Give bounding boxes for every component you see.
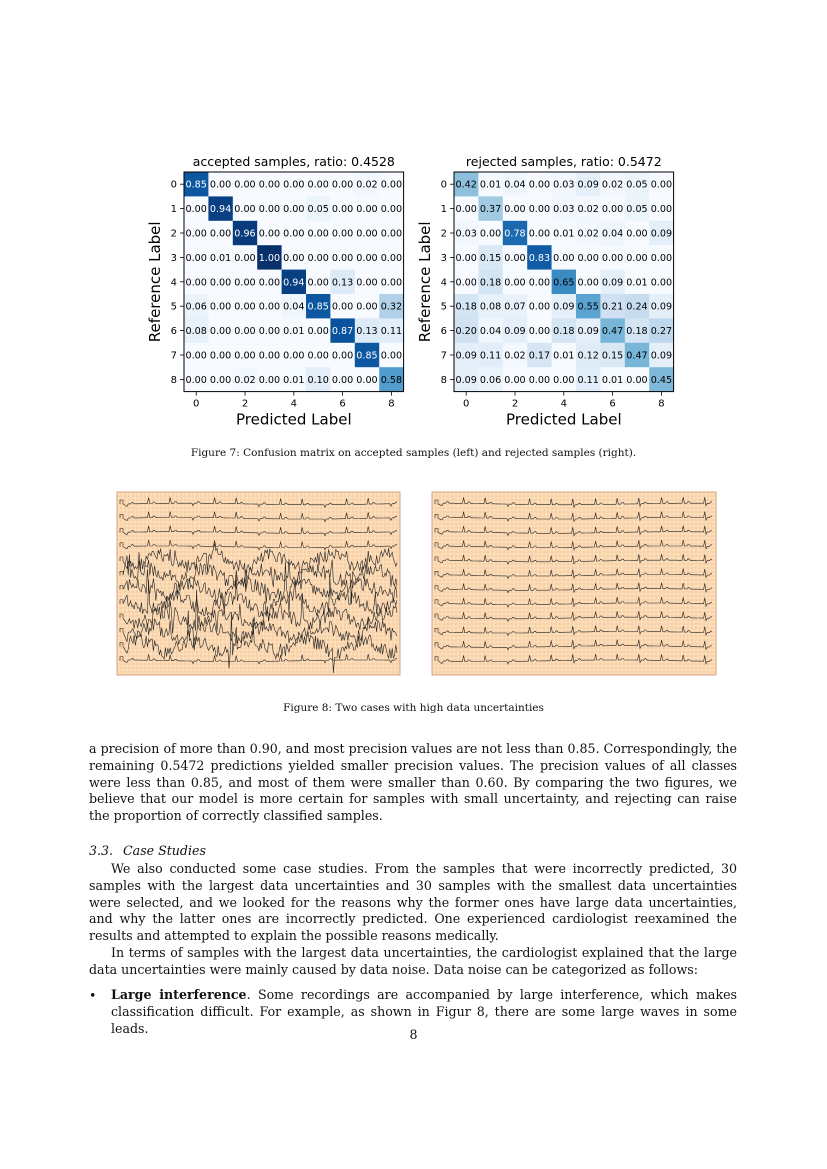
- cell-value: 0.18: [553, 326, 575, 338]
- cell-value: 0.00: [331, 252, 354, 264]
- cell-value: 0.13: [331, 277, 354, 289]
- cell-value: 0.87: [331, 326, 354, 338]
- cell-value: 0.00: [258, 350, 281, 362]
- cell-value: 0.47: [626, 350, 648, 362]
- cell-value: 0.09: [601, 277, 624, 289]
- cell-value: 0.00: [331, 374, 354, 386]
- cell-value: 0.09: [650, 228, 673, 240]
- cell-value: 0.01: [626, 277, 648, 289]
- cell-value: 0.00: [553, 252, 575, 264]
- cell-value: 0.00: [380, 204, 403, 216]
- cell-value: 0.00: [307, 252, 329, 264]
- cell-value: 0.00: [455, 277, 477, 289]
- cell-value: 0.00: [258, 228, 281, 240]
- cell-value: 0.09: [577, 326, 599, 338]
- cell-value: 0.55: [577, 301, 599, 313]
- cell-value: 0.01: [553, 350, 575, 362]
- cell-value: 0.18: [479, 277, 502, 289]
- cell-value: 0.00: [380, 350, 403, 362]
- cell-value: 0.00: [283, 350, 305, 362]
- cell-value: 0.00: [185, 350, 207, 362]
- cell-value: 0.00: [258, 326, 281, 338]
- cell-value: 0.15: [479, 252, 502, 264]
- cell-value: 0.94: [283, 277, 305, 289]
- y-tick-label: 3: [440, 252, 447, 264]
- cell-value: 0.01: [283, 374, 305, 386]
- cell-value: 0.00: [283, 228, 305, 240]
- cell-value: 0.00: [528, 277, 551, 289]
- cell-value: 0.00: [455, 252, 477, 264]
- paragraph-precision: a precision of more than 0.90, and most precision values are not less than 0.85. Correspondingly, the remaining 0.5472 predictions yielded smaller precision values. The precision values of all classes were less than 0.85, and most of them were smaller than 0.60. By comparing the two figures, we believe that our model is more certain for samples with small uncertainty, and rejecting can raise the proportion of correctly classified samples.: [89, 741, 737, 824]
- cell-value: 0.09: [650, 301, 673, 313]
- cell-value: 0.00: [455, 204, 477, 216]
- cell-value: 0.00: [234, 179, 256, 191]
- cell-value: 0.65: [553, 277, 575, 289]
- cell-value: 0.00: [283, 252, 305, 264]
- cell-value: 0.00: [528, 179, 551, 191]
- cell-value: 0.00: [601, 252, 624, 264]
- cell-value: 0.00: [601, 204, 624, 216]
- cell-value: 0.00: [283, 204, 305, 216]
- figure-8-ecg-images: [0, 480, 827, 680]
- cell-value: 0.09: [455, 350, 477, 362]
- section-number: 3.3.: [89, 843, 114, 858]
- y-tick-label: 7: [440, 350, 447, 362]
- cell-value: 0.47: [601, 326, 624, 338]
- cell-value: 0.00: [234, 326, 256, 338]
- cell-value: 0.00: [185, 374, 207, 386]
- cell-value: 0.00: [650, 252, 673, 264]
- cell-value: 0.00: [331, 301, 354, 313]
- cell-value: 0.09: [455, 374, 477, 386]
- cell-value: 0.00: [380, 252, 403, 264]
- cell-value: 0.06: [479, 374, 502, 386]
- y-tick-label: 4: [170, 277, 177, 289]
- cell-value: 0.00: [528, 204, 551, 216]
- cell-value: 0.94: [209, 204, 232, 216]
- cell-value: 0.00: [504, 277, 526, 289]
- confusion-matrix-0: [146, 154, 404, 429]
- paragraph-case-studies: We also conducted some case studies. From the samples that were incorrectly predicted, 30 samples with the largest data uncertainties and 30 samples with the smallest data uncertainties were selected, and we looked for the reasons why the former ones have large data uncertainties, and why the latter ones are incorrectly predicted. One experienced cardiologist reexamined the results and attempted to explain the possible reasons medically.: [89, 861, 737, 944]
- cell-value: 0.00: [528, 301, 551, 313]
- cell-value: 0.00: [258, 374, 281, 386]
- cell-value: 0.12: [577, 350, 599, 362]
- cell-value: 0.00: [307, 179, 329, 191]
- x-tick-label: 8: [658, 398, 665, 410]
- cell-value: 0.01: [601, 374, 624, 386]
- y-tick-label: 2: [440, 228, 447, 240]
- cell-value: 0.85: [307, 301, 329, 313]
- cell-value: 0.00: [504, 252, 526, 264]
- cell-value: 0.09: [650, 350, 673, 362]
- cell-value: 0.00: [650, 204, 673, 216]
- cell-value: 0.11: [577, 374, 599, 386]
- cell-value: 0.05: [626, 179, 648, 191]
- cell-value: 0.00: [380, 228, 403, 240]
- x-axis-label: Predicted Label: [235, 410, 352, 429]
- y-tick-label: 0: [440, 179, 447, 191]
- cell-value: 0.00: [209, 301, 232, 313]
- cell-value: 0.37: [479, 204, 502, 216]
- figure-8-caption: Figure 8: Two cases with high data uncertainties: [283, 702, 544, 714]
- cell-value: 0.00: [234, 301, 256, 313]
- cell-value: 0.02: [577, 228, 599, 240]
- paragraph-data-noise: In terms of samples with the largest data uncertainties, the cardiologist explained that the large data uncertainties were mainly caused by data noise. Data noise can be categorized as follows:: [89, 945, 737, 977]
- cell-value: 0.02: [234, 374, 256, 386]
- cell-value: 0.00: [283, 179, 305, 191]
- cell-value: 0.04: [504, 179, 526, 191]
- x-tick-label: 4: [560, 398, 567, 410]
- cell-value: 0.00: [234, 350, 256, 362]
- cell-value: 0.00: [209, 228, 232, 240]
- cell-value: 0.96: [234, 228, 256, 240]
- cell-value: 0.00: [258, 301, 281, 313]
- cell-value: 0.00: [234, 277, 256, 289]
- cell-value: 0.18: [626, 326, 648, 338]
- y-tick-label: 8: [170, 374, 177, 386]
- x-tick-label: 6: [339, 398, 346, 410]
- cell-value: 0.00: [553, 374, 575, 386]
- cell-value: 0.00: [528, 228, 551, 240]
- cell-value: 0.45: [650, 374, 673, 386]
- y-tick-label: 6: [170, 326, 177, 338]
- cell-value: 0.00: [356, 374, 378, 386]
- cell-value: 0.00: [185, 204, 207, 216]
- cell-value: 0.00: [356, 252, 378, 264]
- cell-value: 0.04: [601, 228, 624, 240]
- cell-value: 0.24: [626, 301, 648, 313]
- cell-value: 0.00: [209, 350, 232, 362]
- figure-7-caption: Figure 7: Confusion matrix on accepted samples (left) and rejected samples (right).: [190, 447, 637, 459]
- figure-7-confusion-matrices: [0, 140, 827, 440]
- cell-value: 0.00: [209, 326, 232, 338]
- confusion-matrix-1: [416, 154, 674, 429]
- x-tick-label: 2: [511, 398, 519, 410]
- cell-value: 0.07: [504, 301, 526, 313]
- cell-value: 0.02: [504, 350, 526, 362]
- y-axis-label: Reference Label: [146, 221, 164, 343]
- cell-value: 0.10: [307, 374, 329, 386]
- cell-value: 0.00: [185, 252, 207, 264]
- cell-value: 0.11: [479, 350, 502, 362]
- cell-value: 0.00: [307, 277, 329, 289]
- cell-value: 0.09: [553, 301, 575, 313]
- cell-value: 0.85: [356, 350, 378, 362]
- cell-value: 0.00: [356, 204, 378, 216]
- matrix-title: rejected samples, ratio: 0.5472: [465, 154, 662, 169]
- cell-value: 0.04: [283, 301, 305, 313]
- cell-value: 0.00: [577, 277, 599, 289]
- cell-value: 0.01: [553, 228, 575, 240]
- cell-value: 0.58: [380, 374, 403, 386]
- y-tick-label: 5: [170, 301, 177, 313]
- cell-value: 0.00: [626, 252, 648, 264]
- cell-value: 0.42: [455, 179, 477, 191]
- y-tick-label: 0: [170, 179, 177, 191]
- cell-value: 0.83: [528, 252, 551, 264]
- cell-value: 0.00: [209, 277, 232, 289]
- cell-value: 0.00: [356, 301, 378, 313]
- cell-value: 0.05: [307, 204, 329, 216]
- bullet-title: Large interference: [111, 987, 247, 1002]
- cell-value: 0.78: [504, 228, 526, 240]
- cell-value: 0.00: [626, 228, 648, 240]
- cell-value: 0.00: [331, 179, 354, 191]
- cell-value: 0.00: [528, 326, 551, 338]
- cell-value: 0.21: [601, 301, 624, 313]
- cell-value: 0.00: [356, 277, 378, 289]
- cell-value: 0.13: [356, 326, 378, 338]
- cell-value: 0.00: [331, 350, 354, 362]
- cell-value: 0.00: [258, 204, 281, 216]
- cell-value: 0.00: [626, 374, 648, 386]
- cell-value: 0.02: [601, 179, 624, 191]
- cell-value: 0.00: [577, 252, 599, 264]
- cell-value: 0.18: [455, 301, 477, 313]
- y-tick-label: 3: [170, 252, 177, 264]
- section-title: Case Studies: [123, 843, 206, 858]
- x-tick-label: 2: [241, 398, 249, 410]
- y-tick-label: 5: [440, 301, 447, 313]
- ecg-panel-1: [432, 492, 716, 675]
- x-tick-label: 4: [290, 398, 297, 410]
- section-heading: [89, 843, 206, 858]
- bullet-text: . Some recordings are accompanied by large interference, which makes classification difficult. For example, as shown in Figur 8, there are some large waves in some leads.: [111, 987, 737, 1036]
- cell-value: 0.00: [185, 277, 207, 289]
- cell-value: 0.00: [307, 350, 329, 362]
- cell-value: 0.00: [185, 228, 207, 240]
- cell-value: 0.03: [455, 228, 477, 240]
- cell-value: 0.00: [504, 204, 526, 216]
- cell-value: 0.17: [528, 350, 551, 362]
- cell-value: 0.32: [380, 301, 403, 313]
- y-tick-label: 1: [170, 204, 177, 216]
- cell-value: 0.00: [380, 179, 403, 191]
- cell-value: 0.00: [650, 179, 673, 191]
- cell-value: 0.08: [185, 326, 207, 338]
- cell-value: 0.15: [601, 350, 624, 362]
- x-tick-label: 0: [463, 398, 470, 410]
- cell-value: 0.02: [577, 204, 599, 216]
- cell-value: 0.01: [283, 326, 305, 338]
- cell-value: 0.00: [258, 277, 281, 289]
- matrix-title: accepted samples, ratio: 0.4528: [192, 154, 395, 169]
- cell-value: 0.09: [577, 179, 599, 191]
- cell-value: 0.03: [553, 204, 575, 216]
- cell-value: 0.01: [479, 179, 502, 191]
- x-tick-label: 8: [388, 398, 395, 410]
- cell-value: 0.00: [307, 228, 329, 240]
- cell-value: 0.00: [307, 326, 329, 338]
- cell-value: 0.00: [258, 179, 281, 191]
- cell-value: 0.00: [650, 277, 673, 289]
- cell-value: 0.00: [528, 374, 551, 386]
- cell-value: 1.00: [258, 252, 281, 264]
- cell-value: 0.00: [380, 277, 403, 289]
- y-tick-label: 6: [440, 326, 447, 338]
- x-tick-label: 6: [609, 398, 616, 410]
- cell-value: 0.01: [209, 252, 232, 264]
- cell-value: 0.00: [331, 228, 354, 240]
- cell-value: 0.00: [234, 204, 256, 216]
- cell-value: 0.05: [626, 204, 648, 216]
- cell-value: 0.06: [185, 301, 207, 313]
- cell-value: 0.00: [331, 204, 354, 216]
- cell-value: 0.00: [504, 374, 526, 386]
- cell-value: 0.00: [209, 374, 232, 386]
- x-axis-label: Predicted Label: [505, 410, 622, 429]
- cell-value: 0.02: [356, 179, 378, 191]
- y-tick-label: 4: [440, 277, 447, 289]
- cell-value: 0.04: [479, 326, 502, 338]
- cell-value: 0.20: [455, 326, 477, 338]
- cell-value: 0.03: [553, 179, 575, 191]
- x-tick-label: 0: [193, 398, 200, 410]
- cell-value: 0.85: [185, 179, 207, 191]
- cell-value: 0.00: [209, 179, 232, 191]
- cell-value: 0.00: [234, 252, 256, 264]
- y-tick-label: 2: [170, 228, 177, 240]
- ecg-panel-0: [117, 492, 400, 675]
- cell-value: 0.00: [479, 228, 502, 240]
- y-tick-label: 7: [170, 350, 177, 362]
- y-axis-label: Reference Label: [416, 221, 434, 343]
- cell-value: 0.09: [504, 326, 526, 338]
- cell-value: 0.08: [479, 301, 502, 313]
- bullet-dot: •: [89, 988, 97, 1003]
- cell-value: 0.00: [356, 228, 378, 240]
- y-tick-label: 1: [440, 204, 447, 216]
- y-tick-label: 8: [440, 374, 447, 386]
- cell-value: 0.27: [650, 326, 673, 338]
- page-number: 8: [409, 1027, 418, 1042]
- cell-value: 0.11: [380, 326, 403, 338]
